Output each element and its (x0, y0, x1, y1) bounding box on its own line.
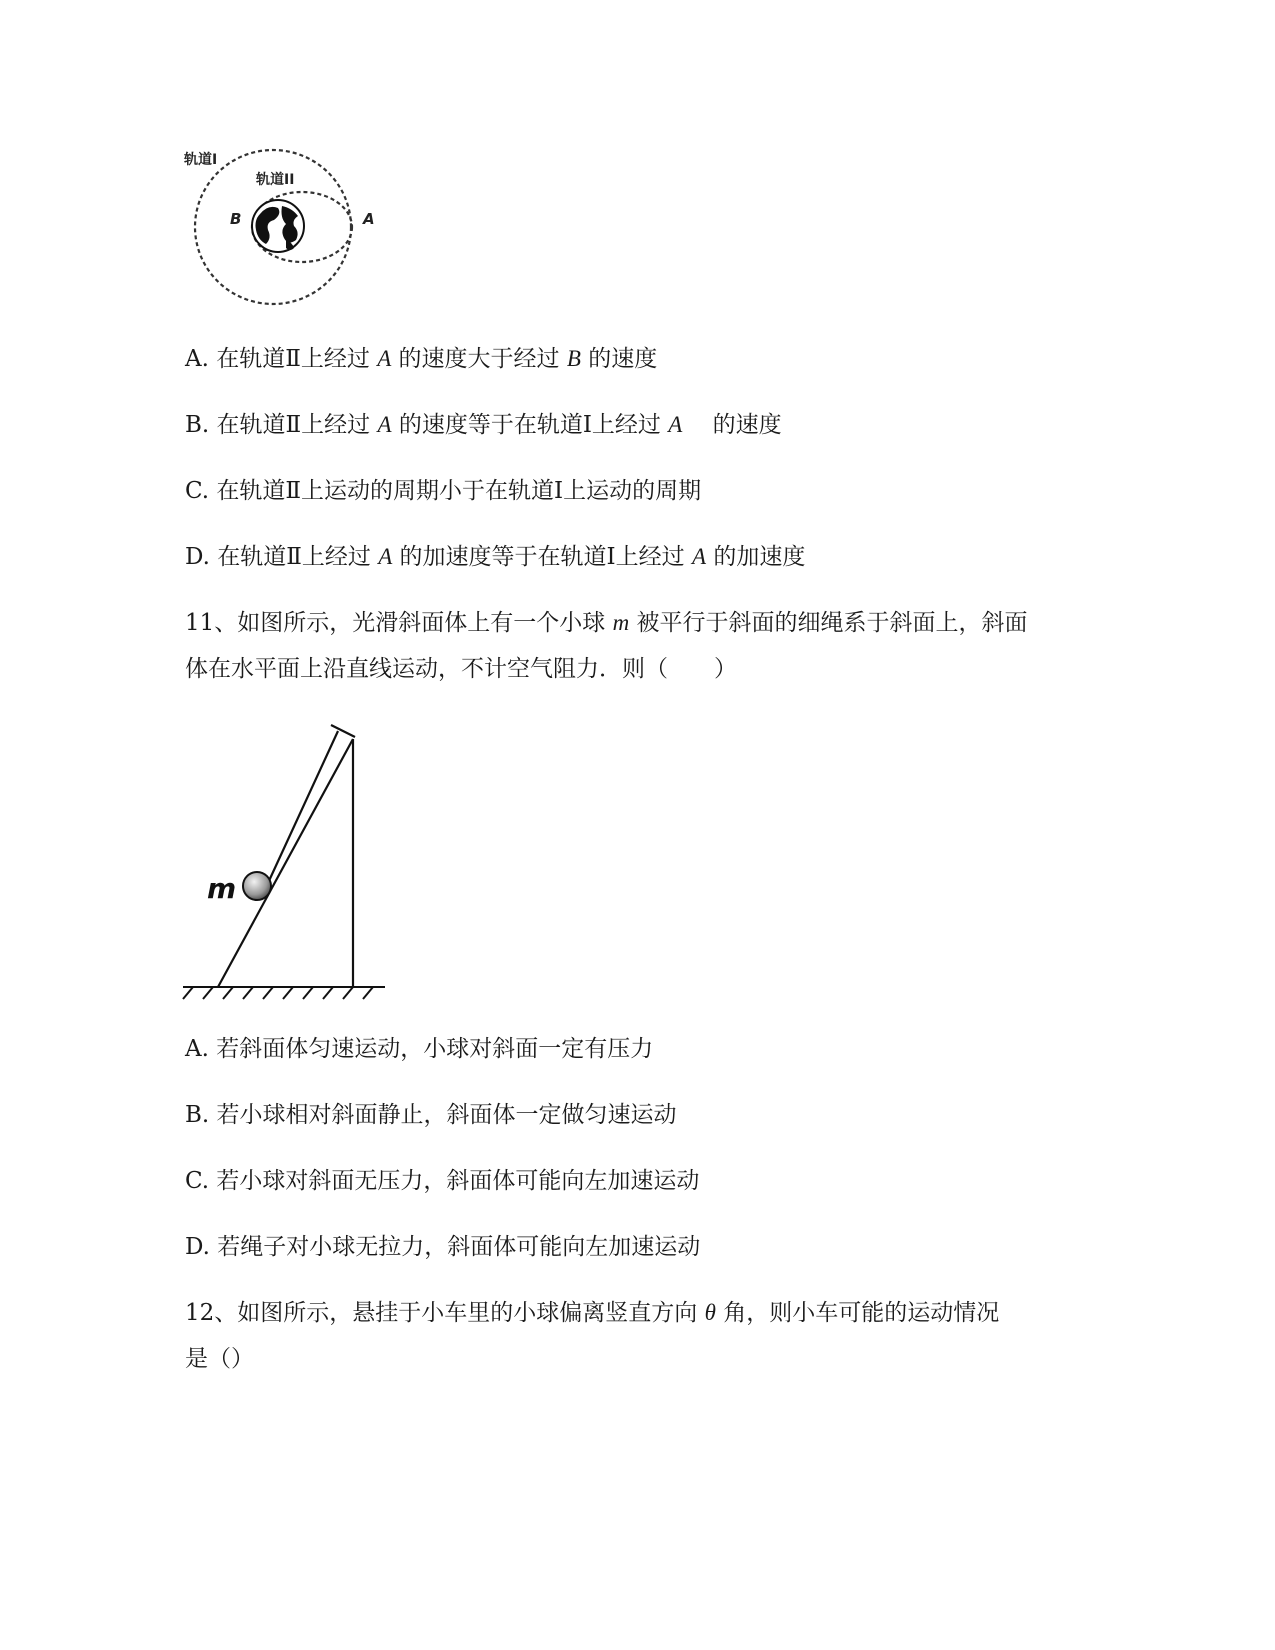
q11-stem-line1: 11、如图所示，光滑斜面体上有一个小球 m 被平行于斜面的细绳系于斜面上，斜面 (185, 610, 1028, 636)
ball (243, 872, 271, 900)
orbit-2-label: 轨道II (256, 172, 295, 188)
q10-option-c: C. 在轨道Ⅱ上运动的周期小于在轨道Ⅰ上运动的周期 (185, 478, 702, 504)
earth-icon (252, 200, 304, 252)
point-b-label: B (230, 210, 242, 228)
incline-figure (175, 715, 395, 1005)
q10-option-d: D. 在轨道Ⅱ上经过 A 的加速度等于在轨道Ⅰ上经过 A 的加速度 (185, 544, 806, 570)
q10-option-b: B. 在轨道Ⅱ上经过 A 的速度等于在轨道Ⅰ上经过 A 的速度 (185, 412, 782, 438)
orbit-figure (180, 140, 390, 315)
q12-stem-line1: 12、如图所示，悬挂于小车里的小球偏离竖直方向 θ 角，则小车可能的运动情况 (185, 1300, 1000, 1326)
ground-hatch (183, 987, 385, 999)
q11-option-c: C. 若小球对斜面无压力，斜面体可能向左加速运动 (185, 1168, 700, 1194)
ball-label: m (207, 872, 237, 905)
incline-body (218, 739, 353, 987)
q11-stem-line2: 体在水平面上沿直线运动，不计空气阻力．则（ ） (185, 656, 737, 682)
q10-option-a: A. 在轨道Ⅱ上经过 A 的速度大于经过 B 的速度 (185, 346, 658, 372)
orbit-1-label: 轨道I (184, 152, 218, 168)
q11-option-b: B. 若小球相对斜面静止，斜面体一定做匀速运动 (185, 1102, 677, 1128)
q12-stem-line2: 是（） (185, 1346, 254, 1372)
q11-option-d: D. 若绳子对小球无拉力，斜面体可能向左加速运动 (185, 1234, 701, 1260)
point-a-label: A (363, 210, 375, 228)
rope (268, 725, 355, 883)
q11-option-a: A. 若斜面体匀速运动，小球对斜面一定有压力 (185, 1036, 654, 1062)
